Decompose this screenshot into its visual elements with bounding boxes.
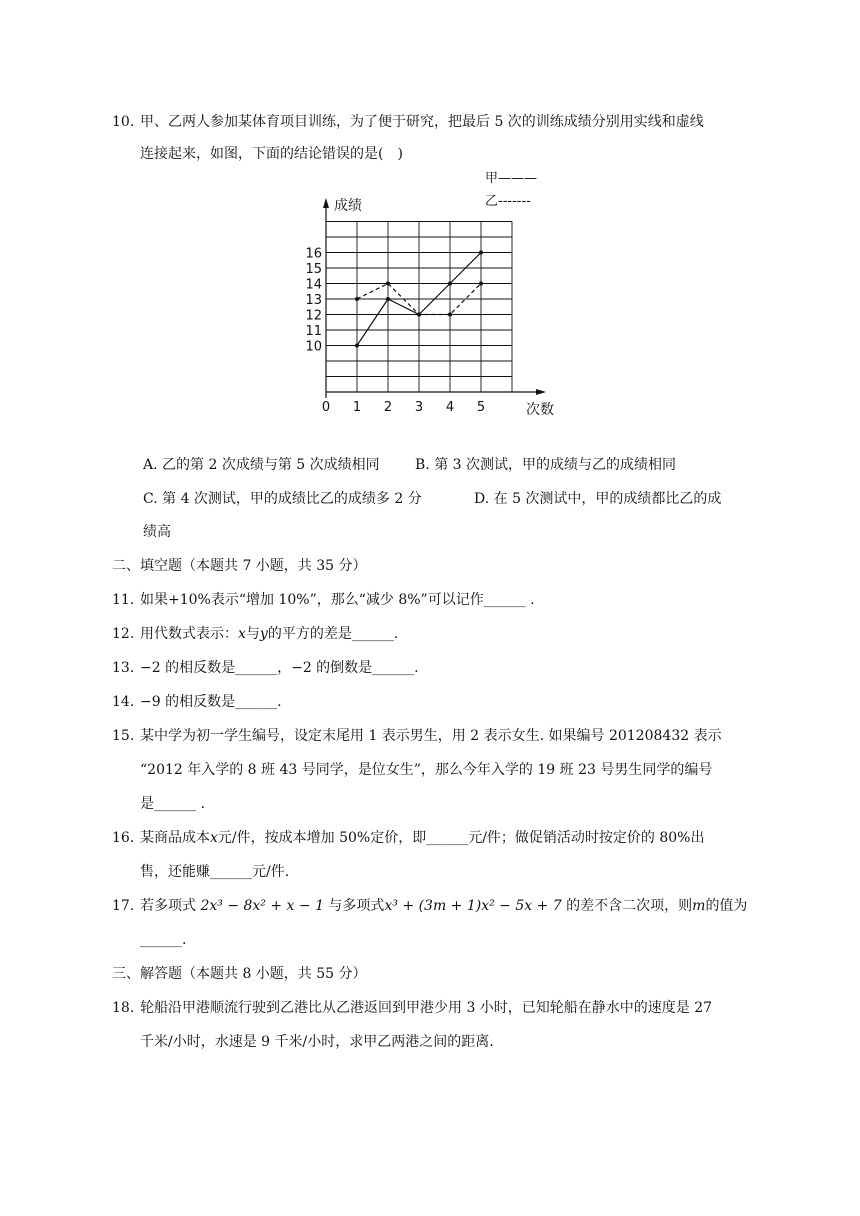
question-number: 15. <box>112 728 135 744</box>
question-text-c: 的平方的差是______. <box>267 626 399 642</box>
series-2-point <box>417 313 421 317</box>
series-1-point <box>355 344 359 348</box>
x-tick-label: 5 <box>476 400 486 415</box>
question-text: 甲、乙两人参加某体育项目训练，为了便于研究，把最后 5 次的训练成绩分别用实线和虚线 <box>140 114 704 130</box>
y-tick-labels <box>305 247 322 355</box>
x-tick-label: 4 <box>445 400 455 415</box>
option-d-continued: 绩高 <box>143 524 171 540</box>
polynomial-1: 2x³ − 8x² + x − 1 <box>200 898 324 914</box>
question-10-line1 <box>112 112 704 132</box>
x-axis-label: 次数 <box>526 402 554 418</box>
question-text: 如果+10%表示“增加 10%”，那么“减少 8%”可以记作______ . <box>140 592 535 608</box>
question-13 <box>112 658 419 678</box>
question-15-line1 <box>112 726 722 746</box>
y-tick-label: 15 <box>305 262 322 277</box>
y-tick-label: 10 <box>305 339 322 355</box>
question-number: 18. <box>112 1000 135 1016</box>
y-tick-label: 12 <box>305 308 322 324</box>
section-2-heading: 二、填空题（本题共 7 小题，共 35 分） <box>112 558 367 574</box>
question-number: 12. <box>112 626 135 642</box>
question-14 <box>112 692 282 712</box>
question-15-line2: “2012 年入学的 8 班 43 号同学，是位女生”，那么今年入学的 19 班 23 号男生同学的编号 <box>140 762 713 778</box>
option-c: C. 第 4 次测试，甲的成绩比乙的成绩多 2 分 <box>143 491 422 507</box>
y-axis-label: 成绩 <box>334 198 362 214</box>
variable-x: x <box>210 830 218 846</box>
question-16-line2: 售，还能赚______元/件. <box>140 864 290 880</box>
y-tick-label: 13 <box>305 293 322 308</box>
x-axis-arrow <box>536 389 546 395</box>
question-17-line2: ______. <box>140 932 187 948</box>
question-text: −2 的相反数是______，−2 的倒数是______. <box>140 660 419 676</box>
x-tick-label: 0 <box>321 400 331 415</box>
question-16-line1 <box>112 828 704 848</box>
question-number: 11. <box>112 592 135 608</box>
variable-x: x <box>238 626 246 642</box>
question-text-a: 用代数式表示： <box>140 626 238 642</box>
series-2-point <box>479 282 483 286</box>
question-text-d: 的值为 <box>705 898 748 914</box>
legend-series-1: 甲——— <box>485 171 538 186</box>
question-text: 某中学为初一学生编号，设定末尾用 1 表示男生，用 2 表示女生. 如果编号 201208432 表示 <box>140 728 722 744</box>
option-d: D. 在 5 次测试中，甲的成绩都比乙的成 <box>474 491 722 507</box>
series-1-point <box>386 297 390 301</box>
chart-legend <box>485 171 537 209</box>
legend-series-2: 乙------- <box>485 194 531 209</box>
x-tick-label: 3 <box>414 400 424 415</box>
option-a: A. 乙的第 2 次成绩与第 5 次成绩相同 <box>143 457 380 473</box>
question-number: 10. <box>112 114 135 130</box>
question-text-a: 若多项式 <box>140 898 201 914</box>
question-text: −9 的相反数是______. <box>140 694 282 710</box>
variable-m: m <box>692 898 706 914</box>
question-text: 轮船沿甲港顺流行驶到乙港比从乙港返回到甲港少用 3 小时，已知轮船在静水中的速度是 27 <box>140 1000 713 1016</box>
question-17-line1 <box>112 896 747 916</box>
question-18-line2: 千米/小时，水速是 9 千米/小时，求甲乙两港之间的距离. <box>140 1034 494 1050</box>
series-2-point <box>386 282 390 286</box>
question-text-c: 的差不含二次项，则 <box>561 898 693 914</box>
question-number: 13. <box>112 660 135 676</box>
chart-grid <box>326 222 512 393</box>
question-12 <box>112 624 398 644</box>
question-text-a: 某商品成本 <box>140 830 210 846</box>
score-line-chart <box>300 168 560 423</box>
question-number: 14. <box>112 694 135 710</box>
question-10-line2: 连接起来，如图，下面的结论错误的是( ) <box>140 146 403 162</box>
question-text-b: 与 <box>245 626 260 642</box>
question-number: 17. <box>112 898 135 914</box>
question-15-line3: 是______ . <box>140 796 205 812</box>
question-11 <box>112 590 535 610</box>
variable-y: y <box>259 626 268 642</box>
question-number: 16. <box>112 830 135 846</box>
x-tick-labels <box>322 400 485 415</box>
section-3-heading: 三、解答题（本题共 8 小题，共 55 分） <box>112 966 367 982</box>
polynomial-2: x³ + (3m + 1)x² − 5x + 7 <box>384 898 562 914</box>
y-tick-label: 11 <box>305 324 322 339</box>
question-18-line1 <box>112 998 712 1018</box>
series-2-point <box>355 297 359 301</box>
series-1-point <box>479 251 483 255</box>
x-tick-label: 2 <box>383 400 393 415</box>
series-1-point <box>448 282 452 286</box>
series-2-point <box>448 313 452 317</box>
question-text-b: 与多项式 <box>323 898 385 914</box>
question-text-b: 元/件，按成本增加 50%定价，即______元/件；做促销活动时按定价的 80%出 <box>217 830 705 846</box>
y-tick-label: 14 <box>305 277 322 293</box>
y-tick-label: 16 <box>305 246 322 262</box>
y-axis-arrow <box>323 198 329 208</box>
option-b: B. 第 3 次测试，甲的成绩与乙的成绩相同 <box>415 457 676 473</box>
x-tick-label: 1 <box>352 400 362 415</box>
